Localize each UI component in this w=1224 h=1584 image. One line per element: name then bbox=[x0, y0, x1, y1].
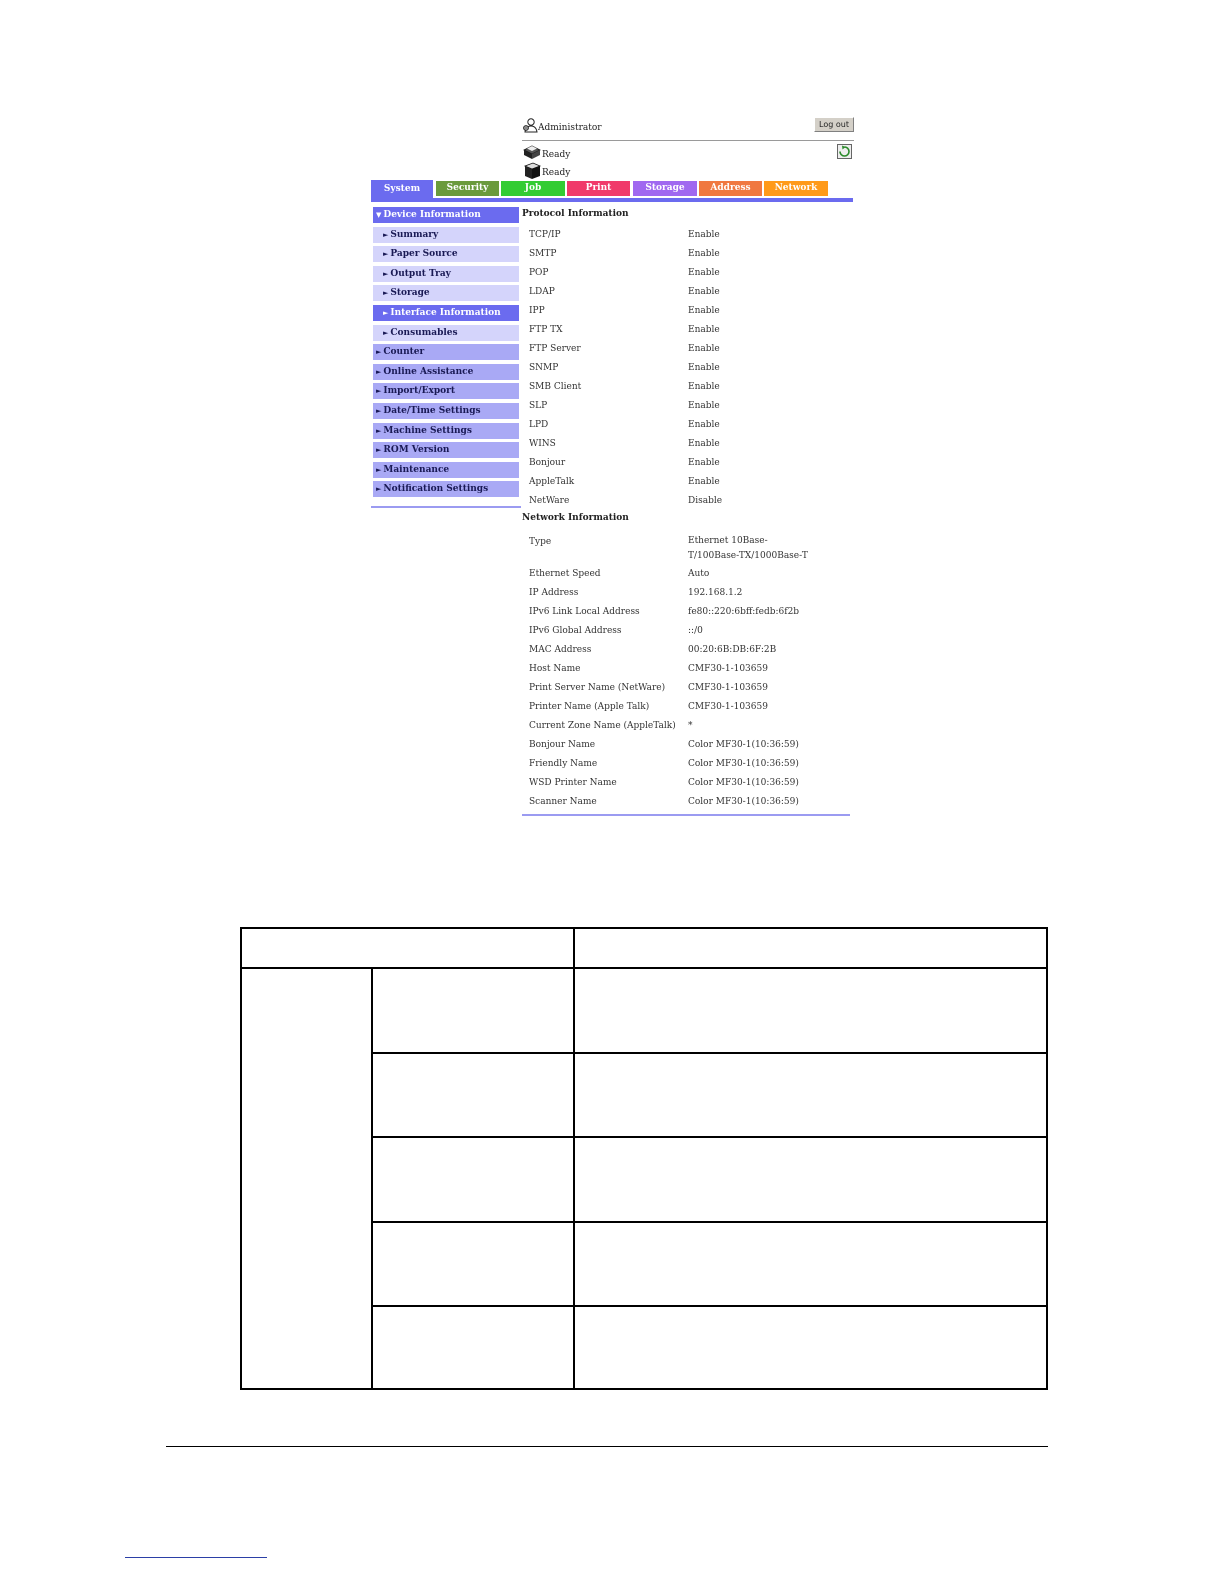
info-row-label: SMB Client bbox=[529, 382, 582, 392]
sidebar-item-device-information[interactable] bbox=[373, 207, 519, 223]
info-row-label: SMTP bbox=[529, 249, 557, 259]
info-row-label: Scanner Name bbox=[529, 797, 597, 807]
info-row-value: Enable bbox=[688, 287, 720, 297]
footer-link-underline bbox=[125, 1557, 267, 1558]
table-header-divider bbox=[242, 967, 1046, 969]
info-row-label: POP bbox=[529, 268, 549, 278]
triangle-right-icon: ► bbox=[376, 464, 382, 474]
triangle-right-icon: ► bbox=[383, 268, 389, 278]
info-row-value: 192.168.1.2 bbox=[688, 588, 743, 598]
table-divider bbox=[371, 969, 373, 1388]
info-row-label: Bonjour Name bbox=[529, 740, 596, 750]
sidebar-item-paper-source[interactable] bbox=[373, 246, 519, 262]
printer-icon bbox=[522, 144, 542, 160]
triangle-right-icon: ► bbox=[376, 445, 382, 455]
sidebar-item-summary[interactable] bbox=[373, 227, 519, 243]
sidebar-item-storage[interactable] bbox=[373, 285, 519, 301]
triangle-right-icon: ► bbox=[383, 308, 389, 317]
triangle-right-icon: ► bbox=[376, 366, 382, 376]
info-row-value: Ethernet 10Base-T/100Base-TX/1000Base-T bbox=[688, 536, 808, 561]
info-row-value: Enable bbox=[688, 363, 720, 373]
triangle-down-icon: ▼ bbox=[376, 210, 382, 219]
info-row-label: NetWare bbox=[529, 496, 570, 506]
info-row-value: Enable bbox=[688, 344, 720, 354]
info-row-label: FTP Server bbox=[529, 344, 581, 354]
info-row-value: 00:20:6B:DB:6F:2B bbox=[688, 645, 777, 655]
sidebar-item-date-time-settings[interactable] bbox=[373, 403, 519, 419]
sidebar-item-interface-information[interactable] bbox=[373, 305, 519, 321]
sidebar-item-import-export[interactable] bbox=[373, 383, 519, 399]
sidebar-item-label: Import/Export bbox=[383, 386, 456, 397]
refresh-button[interactable] bbox=[837, 144, 852, 159]
user-label: Administrator bbox=[538, 123, 602, 133]
triangle-right-icon: ► bbox=[383, 249, 389, 259]
info-row-label: IPP bbox=[529, 306, 545, 316]
scanner-icon bbox=[522, 162, 542, 180]
content-divider bbox=[522, 814, 850, 816]
info-row-label: IPv6 Link Local Address bbox=[529, 607, 640, 617]
info-row-value: Enable bbox=[688, 458, 720, 468]
info-row-label: IP Address bbox=[529, 588, 579, 598]
refresh-icon bbox=[838, 145, 851, 158]
info-row-value: Color MF30-1(10:36:59) bbox=[688, 759, 799, 769]
tab-address[interactable]: Address bbox=[699, 181, 762, 196]
sidebar-item-maintenance[interactable] bbox=[373, 462, 519, 478]
info-row-value: Enable bbox=[688, 477, 720, 487]
info-row-label: SNMP bbox=[529, 363, 559, 373]
sidebar-item-label: Maintenance bbox=[383, 464, 450, 475]
info-row-label: LPD bbox=[529, 420, 549, 430]
footer-rule bbox=[166, 1446, 1048, 1447]
info-row-label: Host Name bbox=[529, 664, 581, 674]
triangle-right-icon: ► bbox=[383, 229, 389, 239]
sidebar-item-label: Counter bbox=[383, 347, 425, 358]
sidebar-item-label: Online Assistance bbox=[383, 366, 474, 377]
sidebar-item-label: Device Information bbox=[383, 210, 481, 220]
info-row-value: Enable bbox=[688, 268, 720, 278]
side-menu-divider bbox=[371, 506, 521, 508]
info-row-value: Color MF30-1(10:36:59) bbox=[688, 740, 799, 750]
network-information-title: Network Information bbox=[522, 513, 629, 523]
sidebar-item-counter[interactable] bbox=[373, 344, 519, 360]
info-row-value: Enable bbox=[688, 325, 720, 335]
sidebar-item-label: ROM Version bbox=[383, 445, 450, 456]
sidebar-item-online-assistance[interactable] bbox=[373, 364, 519, 380]
info-row-label: WSD Printer Name bbox=[529, 778, 617, 788]
info-row-value: CMF30-1-103659 bbox=[688, 683, 768, 693]
info-row-label: Ethernet Speed bbox=[529, 569, 601, 579]
sidebar-item-consumables[interactable] bbox=[373, 325, 519, 341]
info-row-value: Enable bbox=[688, 401, 720, 411]
tab-security[interactable]: Security bbox=[436, 181, 499, 196]
user-bar bbox=[522, 116, 854, 141]
sidebar-item-label: Machine Settings bbox=[383, 425, 472, 436]
sidebar-item-label: Paper Source bbox=[390, 249, 458, 260]
info-row-value: Enable bbox=[688, 230, 720, 240]
sidebar-item-machine-settings[interactable] bbox=[373, 423, 519, 439]
table-row-divider bbox=[371, 1221, 1046, 1223]
info-row-value: Enable bbox=[688, 249, 720, 259]
tab-system[interactable]: System bbox=[371, 180, 433, 199]
sidebar-item-label: Interface Information bbox=[390, 308, 501, 318]
info-row-label: Current Zone Name (AppleTalk) bbox=[529, 721, 676, 731]
administrator-icon bbox=[522, 117, 538, 133]
sidebar-item-label: Notification Settings bbox=[383, 484, 489, 495]
table-row-divider bbox=[371, 1305, 1046, 1307]
info-row-value: CMF30-1-103659 bbox=[688, 664, 768, 674]
info-row-value: Enable bbox=[688, 306, 720, 316]
info-row-value: Auto bbox=[688, 569, 710, 579]
tab-print[interactable]: Print bbox=[567, 181, 630, 196]
tab-job[interactable]: Job bbox=[501, 181, 565, 196]
sidebar-item-label: Summary bbox=[390, 229, 439, 240]
info-row-label: Printer Name (Apple Talk) bbox=[529, 702, 650, 712]
sidebar-item-output-tray[interactable] bbox=[373, 266, 519, 282]
table-divider bbox=[573, 929, 575, 1388]
sidebar-item-rom-version[interactable] bbox=[373, 442, 519, 458]
info-row-value: CMF30-1-103659 bbox=[688, 702, 768, 712]
tab-storage[interactable]: Storage bbox=[633, 181, 697, 196]
sidebar-item-notification-settings[interactable] bbox=[373, 481, 519, 497]
info-row-label: FTP TX bbox=[529, 325, 563, 335]
info-row-label: Friendly Name bbox=[529, 759, 598, 769]
sidebar-item-label: Output Tray bbox=[390, 268, 451, 279]
sidebar-item-label: Consumables bbox=[390, 327, 458, 338]
sidebar-item-label: Date/Time Settings bbox=[383, 406, 481, 416]
info-row-label: TCP/IP bbox=[529, 230, 561, 240]
triangle-right-icon: ► bbox=[383, 327, 389, 337]
info-row-value: Enable bbox=[688, 439, 720, 449]
triangle-right-icon: ► bbox=[383, 288, 389, 298]
protocol-information-title: Protocol Information bbox=[522, 209, 629, 219]
triangle-right-icon: ► bbox=[376, 347, 382, 357]
info-row-value: Disable bbox=[688, 496, 723, 506]
info-row-label: Type bbox=[529, 537, 552, 547]
printer-status-label: Ready bbox=[542, 150, 571, 160]
document-table bbox=[240, 927, 1048, 1390]
scanner-status-label: Ready bbox=[542, 168, 571, 178]
info-row-label: WINS bbox=[529, 439, 556, 449]
info-row-value: Color MF30-1(10:36:59) bbox=[688, 778, 799, 788]
info-row-value: ::/0 bbox=[688, 626, 703, 636]
table-row-divider bbox=[371, 1136, 1046, 1138]
triangle-right-icon: ► bbox=[376, 406, 382, 415]
info-row-label: IPv6 Global Address bbox=[529, 626, 622, 636]
info-row-value: * bbox=[688, 721, 693, 731]
info-row-label: MAC Address bbox=[529, 645, 592, 655]
table-row-divider bbox=[371, 1052, 1046, 1054]
info-row-label: SLP bbox=[529, 401, 548, 411]
info-row-value: Enable bbox=[688, 382, 720, 392]
tab-network[interactable]: Network bbox=[764, 181, 828, 196]
triangle-right-icon: ► bbox=[376, 425, 382, 435]
info-row-value: Enable bbox=[688, 420, 720, 430]
tab-underline bbox=[371, 198, 853, 202]
sidebar-item-label: Storage bbox=[390, 288, 430, 299]
info-row-label: AppleTalk bbox=[529, 477, 575, 487]
info-row-label: Print Server Name (NetWare) bbox=[529, 683, 666, 693]
info-row-label: LDAP bbox=[529, 287, 555, 297]
info-row-value: Color MF30-1(10:36:59) bbox=[688, 797, 799, 807]
logout-button[interactable]: Log out bbox=[814, 117, 854, 132]
triangle-right-icon: ► bbox=[376, 386, 382, 396]
info-row-value: fe80::220:6bff:fedb:6f2b bbox=[688, 607, 800, 617]
info-row-label: Bonjour bbox=[529, 458, 566, 468]
triangle-right-icon: ► bbox=[376, 484, 382, 494]
tab-bar bbox=[371, 180, 853, 204]
